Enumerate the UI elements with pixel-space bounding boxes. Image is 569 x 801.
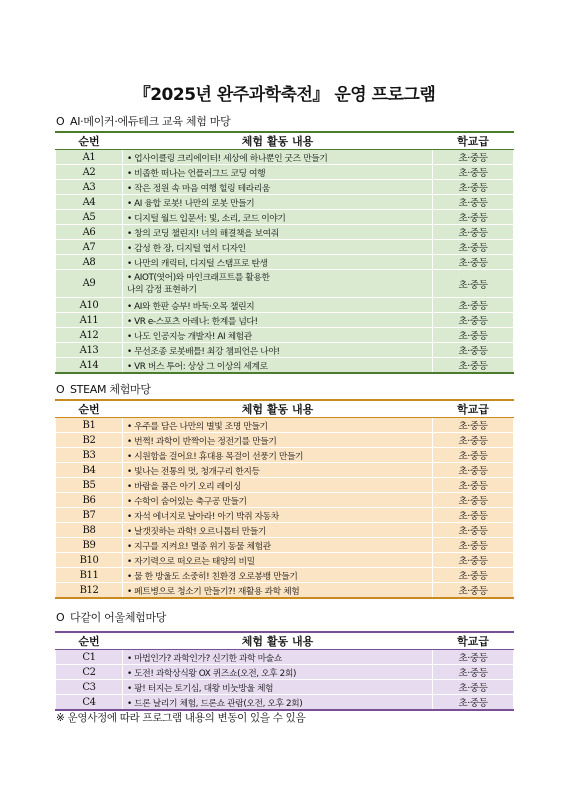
school-level: 초·중등 [433,508,514,523]
program-number: A8 [56,255,123,270]
program-number: A4 [56,195,123,210]
program-number: C4 [56,695,123,711]
program-activity: • AIOT(엿어)와 마인크래프트를 활용한 나의 감정 표현하기 [123,270,433,298]
table-row [56,343,514,358]
program-activity: • 디지털 월드 입문서: 빛, 소리, 코드 이야기 [123,210,433,225]
school-level: 초·중등 [433,680,514,695]
program-activity: • 나만의 캐릭터, 디지털 스탬프로 탄생 [123,255,433,270]
program-activity: • 감성 한 장, 디지털 엽서 디자인 [123,240,433,255]
program-activity: • AI와 한판 승부! 바둑·오목 챌린지 [123,298,433,313]
program-activity: • 빛나는 전통의 멋, 청개구리 한지등 [123,463,433,478]
header-no: 순번 [56,400,123,418]
program-number: B7 [56,508,123,523]
school-level: 초·중등 [433,195,514,210]
school-level: 초·중등 [433,255,514,270]
section-bullet: O [56,611,65,624]
program-number: A2 [56,165,123,180]
program-activity: • 날갯짓하는 과학! 오르니톱터 만들기 [123,523,433,538]
header-activity: 체험 활동 내용 [123,400,433,418]
table-row [56,650,514,665]
program-number: A13 [56,343,123,358]
section-heading-together [56,609,166,625]
school-level: 초·중등 [433,665,514,680]
table-row [56,298,514,313]
program-table-ai [55,131,514,374]
table-row [56,448,514,463]
program-activity: • 자석 에너지로 날아라! 아기 박쥐 자동차 [123,508,433,523]
program-number: A9 [56,270,123,298]
program-activity: • 무선조종 로봇배틀! 최강 챔피언은 나야! [123,343,433,358]
school-level: 초·중등 [433,478,514,493]
section-heading-text: AI·메이커·에듀테크 교육 체험 마당 [70,115,231,128]
program-activity: • 자기력으로 떠오르는 태양의 비밀 [123,553,433,568]
program-number: C3 [56,680,123,695]
program-activity: • 창의 코딩 챌린지! 너의 해결책을 보여줘 [123,225,433,240]
program-number: A12 [56,328,123,343]
school-level: 초·중등 [433,150,514,165]
school-level: 초·중등 [433,538,514,553]
header-activity: 체험 활동 내용 [123,132,433,150]
section-heading-text: 다같이 어울체험마당 [70,611,167,624]
program-number: A11 [56,313,123,328]
program-activity: • 수학이 숨어있는 축구공 만들기 [123,493,433,508]
school-level: 초·중등 [433,418,514,433]
table-row [56,240,514,255]
table-row [56,680,514,695]
table-header-row [56,132,514,150]
program-number: A1 [56,150,123,165]
program-number: B6 [56,493,123,508]
program-activity: • 작은 정원 속 마음 여행 힐링 테라리움 [123,180,433,195]
program-activity: • 팡! 터지는 토기심, 대왕 비눗방울 체험 [123,680,433,695]
header-level: 학교급 [433,400,514,418]
program-activity: • VR 버스 투어: 상상 그 이상의 세계로 [123,358,433,374]
program-number: C2 [56,665,123,680]
program-number: A14 [56,358,123,374]
program-table-together [55,631,514,711]
program-number: B2 [56,433,123,448]
program-activity: • 바람을 품은 아기 오리 레이싱 [123,478,433,493]
program-number: A3 [56,180,123,195]
program-activity: • VR e-스포츠 아레나: 한계를 넘다! [123,313,433,328]
program-activity: • 지구를 지켜요! 멸종 위기 동물 체험관 [123,538,433,553]
school-level: 초·중등 [433,695,514,711]
page-title: 『2025년 완주과학축전』 운영 프로그램 [133,85,436,105]
program-table-steam [55,399,514,599]
header-level: 학교급 [433,632,514,650]
school-level: 초·중등 [433,225,514,240]
table-header-row [56,632,514,650]
table-row [56,478,514,493]
school-level: 초·중등 [433,493,514,508]
school-level: 초·중등 [433,448,514,463]
table-row [56,313,514,328]
footnote: ※ 운영사정에 따라 프로그램 내용의 변동이 있을 수 있음 [56,712,306,724]
program-activity: • 도전! 과학상식왕 OX 퀴즈쇼(오전, 오후 2회) [123,665,433,680]
program-number: B12 [56,583,123,599]
program-number: C1 [56,650,123,665]
school-level: 초·중등 [433,180,514,195]
school-level: 초·중등 [433,463,514,478]
program-activity: • 비좁한 떠나는 언플러그드 코딩 여행 [123,165,433,180]
program-activity: • 업사이클링 크리에이터! 세상에 하나뿐인 굿즈 만들기 [123,150,433,165]
program-number: B5 [56,478,123,493]
program-number: B4 [56,463,123,478]
school-level: 초·중등 [433,650,514,665]
school-level: 초·중등 [433,165,514,180]
table-row [56,523,514,538]
school-level: 초·중등 [433,358,514,374]
table-row [56,255,514,270]
section-heading-text: STEAM 체험마당 [70,383,151,396]
school-level: 초·중등 [433,313,514,328]
table-row [56,210,514,225]
school-level: 초·중등 [433,583,514,599]
table-row [56,568,514,583]
program-activity: • 페트병으로 청소기 만들기?! 재활용 과학 체험 [123,583,433,599]
school-level: 초·중등 [433,523,514,538]
school-level: 초·중등 [433,270,514,298]
table-row [56,150,514,165]
table-row [56,538,514,553]
school-level: 초·중등 [433,298,514,313]
program-number: A10 [56,298,123,313]
school-level: 초·중등 [433,433,514,448]
program-activity: • AI 융합 로봇! 나만의 로봇 만들기 [123,195,433,210]
table-row [56,328,514,343]
table-row [56,195,514,210]
school-level: 초·중등 [433,553,514,568]
table-row [56,463,514,478]
table-header-row [56,400,514,418]
table-row [56,418,514,433]
header-no: 순번 [56,632,123,650]
table-row [56,493,514,508]
program-activity: • 번쩍! 과학이 반짝이는 정전기를 만들기 [123,433,433,448]
table-row [56,358,514,374]
program-activity: • 우주를 담은 나만의 별빛 조명 만들기 [123,418,433,433]
program-activity: • 시원함을 걸어요! 휴대용 목걸이 선풍기 만들기 [123,448,433,463]
table-row [56,583,514,599]
school-level: 초·중등 [433,210,514,225]
header-level: 학교급 [433,132,514,150]
table-row [56,665,514,680]
section-bullet: O [56,383,65,396]
program-activity: • 드론 날리기 체험, 드론쇼 관람(오전, 오후 2회) [123,695,433,711]
header-activity: 체험 활동 내용 [123,632,433,650]
program-number: A5 [56,210,123,225]
school-level: 초·중등 [433,568,514,583]
table-row [56,433,514,448]
program-number: B3 [56,448,123,463]
header-no: 순번 [56,132,123,150]
section-heading-steam [56,381,151,397]
section-bullet: O [56,115,65,128]
table-row [56,508,514,523]
program-number: A6 [56,225,123,240]
program-number: B9 [56,538,123,553]
program-number: B1 [56,418,123,433]
school-level: 초·중등 [433,328,514,343]
school-level: 초·중등 [433,343,514,358]
program-activity: • 나도 인공지능 개발자! AI 체험관 [123,328,433,343]
table-row [56,553,514,568]
section-heading-ai [56,113,230,129]
program-number: B10 [56,553,123,568]
table-row [56,695,514,711]
table-row [56,165,514,180]
school-level: 초·중등 [433,240,514,255]
program-activity: • 마법인가? 과학인가? 신기한 과학 마술쇼 [123,650,433,665]
table-row [56,270,514,298]
program-number: B11 [56,568,123,583]
program-number: B8 [56,523,123,538]
table-row [56,180,514,195]
program-number: A7 [56,240,123,255]
table-row [56,225,514,240]
program-activity: • 물 한 방울도 소중히! 친환경 오로봉뱅 만들기 [123,568,433,583]
